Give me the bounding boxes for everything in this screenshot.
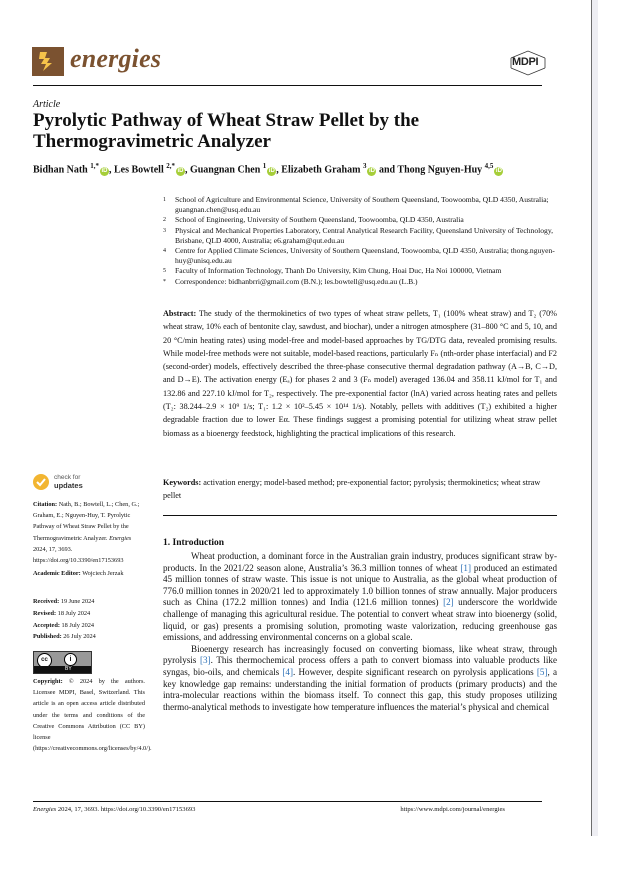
affiliation-text: Faculty of Information Technology, Thanh Do University, Kim Chung, Hoai Duc, Ha Noi 100000, Vietnam [175, 266, 502, 276]
affiliation-text: School of Agriculture and Environmental Science, University of Southern Queensland, Toowoomba, QLD 4350, Australia; guangnan.chen@usq.edu.au [175, 195, 549, 215]
cc-bar [34, 666, 91, 673]
affiliation-item [163, 266, 563, 276]
date-published [33, 631, 145, 643]
publication-dates [33, 596, 145, 643]
citation-link[interactable]: [1] [460, 562, 471, 573]
affiliation-number: 1 [163, 197, 166, 203]
affiliation-number: 4 [163, 248, 166, 255]
affiliation-text: Centre for Applied Climate Sciences, University of Southern Queensland, Toowoomba, QLD 4350, Australia; thong.nguyen-huy@unisq.edu.au [175, 246, 555, 266]
text: Bioenergy research has increasingly focused on converting biomass, like wheat straw, through pyrolysis [163, 643, 557, 666]
cc-by-label: BY [65, 666, 72, 672]
citation-text: Nath, B.; Bowtell, L.; Chen, G.; Graham, E.; Nguyen-Huy, T. Pyrolytic Pathway of Wheat Straw Pellet by the Thermogravimetric Analyzer. [33, 501, 140, 542]
checkmark-icon [33, 474, 49, 490]
academic-editor [33, 568, 145, 579]
attribution-icon: i [64, 653, 77, 666]
section-heading: 1. Introduction [163, 538, 225, 548]
citation-label: Citation: [33, 501, 58, 508]
check-updates-text: check for [54, 474, 81, 481]
viewer-scrollbar[interactable] [592, 0, 598, 836]
authors-conjunction: and [378, 164, 396, 176]
affiliation-number: 2 [163, 217, 166, 224]
article-title: Pyrolytic Pathway of Wheat Straw Pellet by the Thermogravimetric Analyzer [33, 110, 420, 152]
editor-label: Academic Editor: [33, 570, 81, 577]
journal-name: energies [70, 44, 162, 73]
author-affiliation-sup: 2,* [166, 162, 175, 170]
paragraph [163, 644, 557, 714]
citation-link[interactable]: [5] [536, 666, 548, 677]
affiliation-text: School of Engineering, University of Southern Queensland, Toowoomba, QLD 4350, Australia [175, 215, 464, 225]
copyright-block [33, 676, 152, 754]
abstract [163, 307, 557, 440]
date-received [33, 596, 145, 608]
affiliation-text: Physical and Mechanical Properties Laboratory, Central Analytical Research Facility, Queensland University of Technology, Brisbane, QLD 4000, Australia; e6.graham@qut.edu.au [175, 225, 554, 245]
footer-journal-url[interactable]: https://www.mdpi.com/journal/energies [400, 806, 505, 813]
citation-block [33, 499, 145, 566]
article-type: Article [33, 99, 61, 110]
text: . This thermochemical process offers a path to convert biomass into valuable products like syngas, bio-oils, and chemicals [163, 655, 557, 677]
citation-doi[interactable]: 2024, 17, 3693. https://doi.org/10.3390/en17153693 [33, 545, 124, 565]
keywords [163, 476, 557, 503]
orcid-icon[interactable]: iD [368, 168, 375, 175]
author-affiliation-sup: 3 [362, 162, 367, 170]
author-affiliation-sup: 1,* [90, 162, 99, 170]
affiliation-item [163, 226, 563, 246]
lightning-bolt-icon [38, 51, 58, 72]
citation-journal: Energies [109, 534, 132, 542]
affiliation-item [163, 195, 563, 215]
affiliation-number: * [163, 278, 166, 285]
abstract-divider [163, 515, 557, 516]
text: , a key knowledge gap remains: understanding the initial formation of products (primary products) and the intra-molecular reactions within the biomass itself. To connect this gap, this study proposes utilizing thermo-analytical methods to investigate how temperature influences the material’s physical and chemical [163, 666, 558, 712]
author-name[interactable]: Elizabeth Graham [281, 164, 361, 176]
date-label: Published: [33, 633, 62, 641]
affiliation-number: 5 [163, 268, 166, 275]
date-value: 18 July 2024 [57, 609, 91, 617]
author-name[interactable]: Guangnan Chen [189, 164, 261, 176]
mdpi-logo-text: MDPI [512, 56, 539, 68]
abstract-text: The study of the thermokinetics of two types of wheat straw pellets, T₁ (100% wheat straw) and T₂ (70% wheat straw, 10% each of bentonite clay, sawdust, and biochar), under a nitrogen atmosphere (31–800 °C and 5, 10, and 20 °C/min heating rates) using model-free and model-based approaches by TG/DTG data, revealed promising results. While model-free methods were not suitable, model-based reactions, particularly Fₙ (nth-order phase interfacial) and F2 (second-order) models, effectively described the three-phase consecutive thermal degradation pathway (A→B, C→D, and D→E). The activation energy (Eₐ) for phases 2 and 3 (Fₙ model) averaged 136.04 and 358.11 kJ/mol for T₁ and 132.86 and 227.10 kJ/mol for T₂, respectively. The pre-exponential factor (lnA) varied across heating rates and pellets (T₂: 38.244–2.9 × 10⁹ 1/s; T₁: 1.2 × 10²–5.45 × 10¹⁴ 1/s). Notably, pellets with additives (T₂) exhibited a higher degradable fraction due to lower Eα. These findings suggest a promising potential for utilizing wheat straw pellet biomass as a bioenergy feedstock, highlighting the practical implications of this research. [163, 309, 557, 438]
abstract-label: Abstract: [163, 309, 197, 318]
author-affiliation-sup: 4,5 [484, 162, 494, 170]
copyright-text: © 2024 by the authors. Licensee MDPI, Basel, Switzerland. This article is an open access article distributed under the terms and conditions of the Creative Commons Attribution (CC BY) license (https://creativecommons.org/licenses/by/4.0/). [33, 678, 152, 753]
orcid-icon[interactable]: iD [495, 168, 502, 175]
date-label: Accepted: [33, 621, 60, 629]
citation-link[interactable]: [3] [200, 655, 211, 666]
footer-divider [33, 801, 542, 802]
affiliation-item [163, 215, 563, 225]
author-name[interactable]: Les Bowtell [114, 164, 164, 176]
copyright-label: Copyright: [33, 678, 63, 685]
editor-name: Wojciech Jerzak [82, 570, 124, 577]
date-revised [33, 608, 145, 620]
date-label: Received: [33, 598, 60, 605]
date-label: Revised: [33, 609, 57, 617]
text: Wheat production, a dominant force in the Australian grain industry, produces significant straw by-products. In the 2021/22 season alone, Australia’s 36.3 million tonnes of wheat [163, 551, 557, 573]
affiliation-number: 3 [163, 227, 166, 234]
citation-link[interactable]: [4] [282, 666, 293, 677]
footer-citation [33, 806, 195, 813]
paragraph [163, 551, 557, 644]
affiliation-item [163, 246, 563, 266]
orcid-icon[interactable]: iD [268, 168, 275, 175]
correspondence [163, 277, 563, 287]
introduction-body [163, 551, 557, 713]
keywords-label: Keywords: [163, 478, 202, 487]
date-value: 18 July 2024 [61, 621, 95, 629]
text: underscore the worldwide challenge of managing this agricultural residue. The potential to convert wheat straw into bioenergy (solid, liquid, or gas) presents a promising solution, promoting waste valorization, reducing greenhouse gas emissions, and addressing environmental concerns on a global scale. [163, 597, 558, 643]
footer-journal: Energies [33, 806, 57, 813]
text: produced an estimated 45 million tonnes of straw waste. This issue is not unique to Australia, as the global wheat production of 776.0 million tonnes in 2020/21 led to approximately 1.0 billion tonnes of straw annually. Major producers such as China (172.2 million tonnes) and India (121.6 million tonnes) [163, 562, 557, 608]
author-name[interactable]: Bidhan Nath [33, 164, 88, 176]
date-value: 26 July 2024 [63, 633, 96, 641]
orcid-icon[interactable]: iD [177, 168, 184, 175]
header-divider [33, 85, 542, 86]
check-updates-text: updates [54, 481, 83, 490]
keywords-text: activation energy; model-based method; pre-exponential factor; pyrolysis; thermokinetics; wheat straw pellet [163, 478, 541, 501]
citation-link[interactable]: [2] [443, 597, 454, 608]
author-list: Bidhan Nath $^{1,*}$iD , Les Bowtell $^{2,*}$iD , Guangnan Chen $^1$iD , Elizabeth Graham $^3$iD and Thong Nguyen-Huy $^{4,5}$iD [33, 162, 502, 176]
orcid-icon[interactable]: iD [101, 168, 108, 175]
date-value: 19 June 2024 [60, 598, 95, 605]
correspondence-text: Correspondence: bidhanbrri@gmail.com (B.N.); les.bowtell@usq.edu.au (L.B.) [175, 276, 418, 286]
author-name[interactable]: Thong Nguyen-Huy [397, 164, 483, 176]
check-for-updates-button[interactable] [33, 474, 103, 496]
footer-doi[interactable]: 2024, 17, 3693. https://doi.org/10.3390/en17153693 [57, 806, 196, 813]
energies-logo-icon [32, 47, 64, 76]
cc-by-license-icon[interactable] [33, 651, 92, 674]
date-accepted [33, 620, 145, 632]
affiliations [163, 195, 563, 287]
text: . However, despite significant research on pyrolysis applications [292, 666, 537, 677]
author-affiliation-sup: 1 [262, 162, 267, 170]
creative-commons-icon: cc [37, 653, 52, 668]
